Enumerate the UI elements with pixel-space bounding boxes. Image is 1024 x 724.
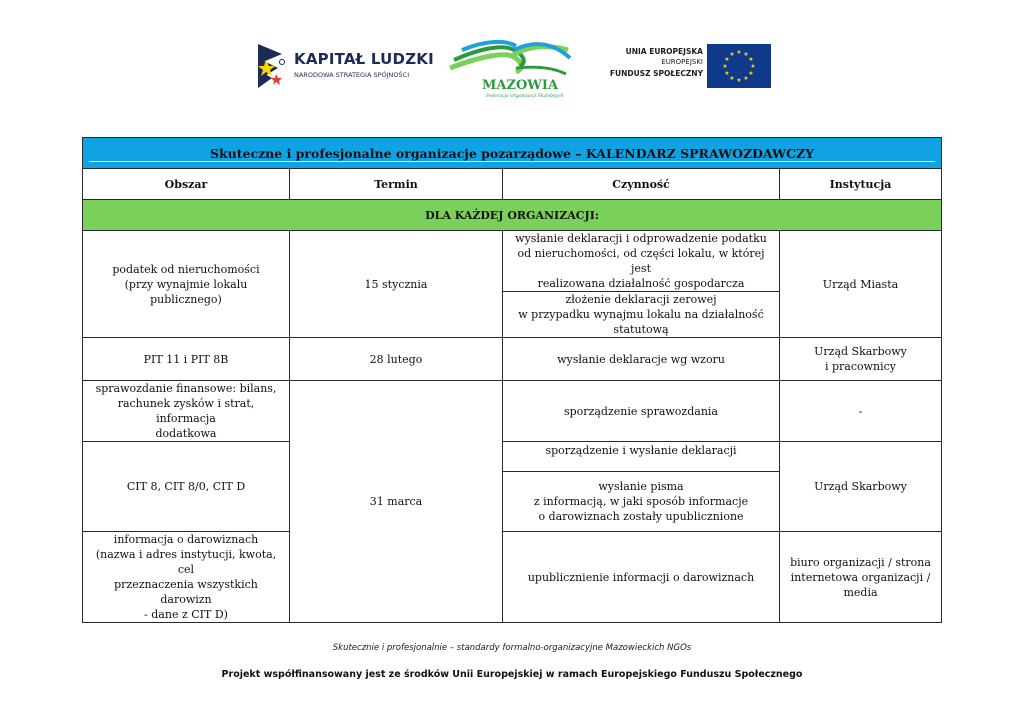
cell-czynnosc: złożenie deklaracji zerowej w przypadku wynajmu lokalu na działalność statutową: [503, 292, 780, 338]
cell-termin: 28 lutego: [290, 338, 503, 381]
svg-text:★: ★: [729, 75, 735, 82]
mazowia-title: MAZOWIA: [482, 78, 559, 93]
kapital-ludzki-subtitle: NARODOWA STRATEGIA SPÓJNOŚCI: [294, 71, 410, 79]
kapital-ludzki-emblem-icon: [252, 40, 292, 90]
reporting-calendar-table: [82, 137, 942, 623]
eu-line3: FUNDUSZ SPOŁECZNY: [609, 69, 703, 78]
cell-instytucja: Urząd Skarbowy: [780, 442, 942, 532]
cell-instytucja: Urząd Miasta: [780, 231, 942, 338]
cell-obszar: sprawozdanie finansowe: bilans, rachunek zysków i strat, informacja dodatkowa: [83, 381, 290, 442]
svg-text:★: ★: [729, 51, 735, 58]
table-row: [83, 231, 942, 292]
eu-logo: [600, 44, 775, 90]
svg-text:★: ★: [748, 70, 754, 77]
mazowia-logo: [446, 38, 576, 102]
svg-text:★: ★: [736, 77, 742, 84]
svg-text:★: ★: [743, 75, 749, 82]
header-termin: Termin: [290, 169, 503, 200]
header-obszar: Obszar: [83, 169, 290, 200]
table-title-row: [83, 138, 942, 169]
table-row: [83, 381, 942, 442]
table-row: [83, 442, 942, 472]
cell-instytucja: Urząd Skarbowy i pracownicy: [780, 338, 942, 381]
group-label: DLA KAŻDEJ ORGANIZACJI:: [83, 200, 942, 231]
cell-czynnosc: wysłanie deklaracje wg wzoru: [503, 338, 780, 381]
cell-termin: 31 marca: [290, 381, 503, 623]
kapital-ludzki-logo: [252, 40, 434, 92]
cell-instytucja: biuro organizacji / strona internetowa organizacji / media: [780, 532, 942, 623]
header-czynnosc: Czynność: [503, 169, 780, 200]
eu-flag-icon: [707, 44, 771, 88]
cell-obszar: podatek od nieruchomości (przy wynajmie lokalu publicznego): [83, 231, 290, 338]
mazowia-subtitle: Federacja Organizacji Służebnych: [486, 94, 564, 99]
table-title: Skuteczne i profesjonalne organizacje pozarządowe – KALENDARZ SPRAWOZDAWCZY: [83, 138, 942, 169]
cell-obszar: PIT 11 i PIT 8B: [83, 338, 290, 381]
cell-czynnosc: sporządzenie sprawozdania: [503, 381, 780, 442]
svg-text:★: ★: [724, 70, 730, 77]
mazowia-emblem-icon: [446, 38, 576, 80]
svg-text:★: ★: [722, 63, 728, 70]
footer-eu-funding-note: Projekt współfinansowany jest ze środków Unii Europejskiej w ramach Europejskiego Funduszu Społecznego: [221, 669, 803, 680]
group-row: [83, 200, 942, 231]
cell-czynnosc: wysłanie pisma z informacją, w jaki sposób informacje o darowiznach zostały upublicznione: [503, 472, 780, 532]
table-row: [83, 532, 942, 623]
eu-line2: EUROPEJSKI: [661, 58, 703, 66]
table-row: [83, 338, 942, 381]
kapital-ludzki-title: KAPITAŁ LUDZKI: [294, 50, 434, 68]
header-instytucja: Instytucja: [780, 169, 942, 200]
cell-czynnosc: wysłanie deklaracji i odprowadzenie podatku od nieruchomości, od części lokalu, w której jest realizowana działalność gospodarcza: [503, 231, 780, 292]
eu-line1: UNIA EUROPEJSKA: [625, 47, 703, 56]
svg-text:★: ★: [736, 49, 742, 56]
cell-obszar: CIT 8, CIT 8/0, CIT D: [83, 442, 290, 532]
table-header-row: [83, 169, 942, 200]
footer-standards-note: Skutecznie i profesjonalnie – standardy formalno-organizacyjne Mazowieckich NGOs: [332, 643, 692, 653]
svg-text:★: ★: [743, 51, 749, 58]
cell-instytucja: -: [780, 381, 942, 442]
svg-text:★: ★: [724, 56, 730, 63]
svg-text:★: ★: [750, 63, 756, 70]
cell-czynnosc: upublicznienie informacji o darowiznach: [503, 532, 780, 623]
cell-termin: 15 stycznia: [290, 231, 503, 338]
svg-text:★: ★: [748, 56, 754, 63]
cell-czynnosc: sporządzenie i wysłanie deklaracji: [503, 442, 780, 472]
cell-obszar: informacja o darowiznach (nazwa i adres instytucji, kwota, cel przeznaczenia wszystkich darowizn - dane z CIT D): [83, 532, 290, 623]
